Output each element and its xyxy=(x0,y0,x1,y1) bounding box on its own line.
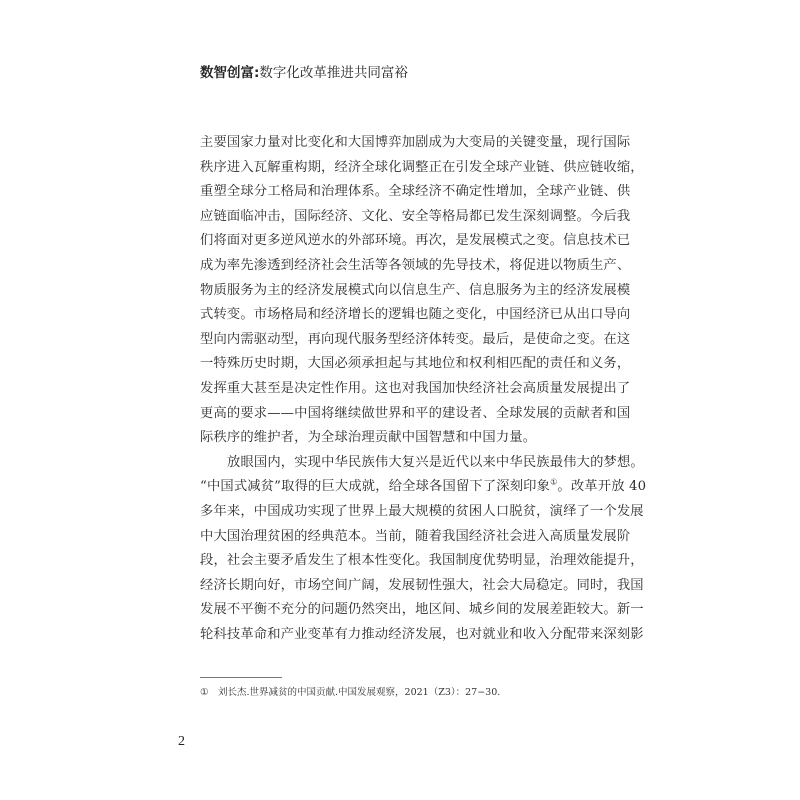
text-line: 多年来，中国成功实现了世界上最大规模的贫困人口脱贫，演绎了一个发展 xyxy=(200,503,644,519)
text-line: 物质服务为主的经济发展模式向以信息生产、信息服务为主的经济发展模 xyxy=(200,282,631,298)
text-line: 应链面临冲击，国际经济、文化、安全等格局都已发生深刻调整。今后我 xyxy=(200,208,631,224)
text-run: 。改革开放 40 xyxy=(557,479,647,495)
text-line: 主要国家力量对比变化和大国博弈加剧成为大变局的关键变量，现行国际 xyxy=(200,135,631,150)
text-line: 发挥重大甚至是决定性作用。这也对我国加快经济社会高质量发展提出了 xyxy=(200,380,631,396)
text-line: 经济长期向好，市场空间广阔，发展韧性强大，社会大局稳定。同时，我国 xyxy=(200,577,644,593)
text-line: 更高的要求——中国将继续做世界和平的建设者、全球发展的贡献者和国 xyxy=(200,405,631,421)
text-line: 成为率先渗透到经济社会生活等各领域的先导技术，将促进以物质生产、 xyxy=(200,257,631,273)
text-line: 一特殊历史时期，大国必须承担起与其地位和权利相匹配的责任和义务， xyxy=(200,356,631,372)
book-title: 数字化改革推进共同富裕 xyxy=(259,65,408,81)
footnote-text: 刘长杰.世界减贫的中国贡献.中国发展观察，2021（Z3）：27−30. xyxy=(218,687,501,698)
text-line: 型向内需驱动型，再向现代服务型经济体转变。最后，是使命之变。在这 xyxy=(200,331,631,347)
running-head xyxy=(200,64,408,82)
text-line: 中大国治理贫困的经典范本。当前，随着我国经济社会进入高质量发展阶 xyxy=(200,528,631,544)
body-text xyxy=(200,131,647,647)
text-line: 们将面对更多逆风逆水的外部环境。再次，是发展模式之变。信息技术已 xyxy=(200,233,631,249)
text-run: “中国式减贫”取得的巨大成就，给全球各国留下了深刻印象 xyxy=(200,479,551,495)
footnote-reference[interactable]: ① xyxy=(550,477,558,487)
text-line: 发展不平衡不充分的问题仍然突出，地区间、城乡间的发展差距较大。新一 xyxy=(200,602,644,618)
text-line: 际秩序的维护者，为全球治理贡献中国智慧和中国力量。 xyxy=(200,430,537,446)
text-line: 段，社会主要矛盾发生了根本性变化。我国制度优势明显，治理效能提升， xyxy=(200,553,644,569)
text-line-with-footnote-ref xyxy=(200,475,647,500)
text-line: 重塑全球分工格局和治理体系。全球经济不确定性增加，全球产业链、供 xyxy=(200,184,631,200)
text-line: 轮科技革命和产业变革有力推动经济发展，也对就业和收入分配带来深刻影 xyxy=(200,626,644,642)
series-name: 数智创富: xyxy=(200,65,260,81)
text-line: 式转变。市场格局和经济增长的逻辑也随之变化，中国经济已从出口导向 xyxy=(200,307,631,323)
paragraph-2 xyxy=(200,451,647,648)
footnote-divider xyxy=(200,677,282,678)
paragraph-1 xyxy=(200,131,644,451)
text-line: 秩序进入瓦解重构期，经济全球化调整正在引发全球产业链、供应链收缩， xyxy=(200,159,644,175)
footnote-mark: ① xyxy=(200,687,209,698)
text-line: 放眼国内，实现中华民族伟大复兴是近代以来中华民族最伟大的梦想。 xyxy=(227,454,644,470)
footnote xyxy=(200,686,500,700)
page-number: 2 xyxy=(178,734,185,749)
